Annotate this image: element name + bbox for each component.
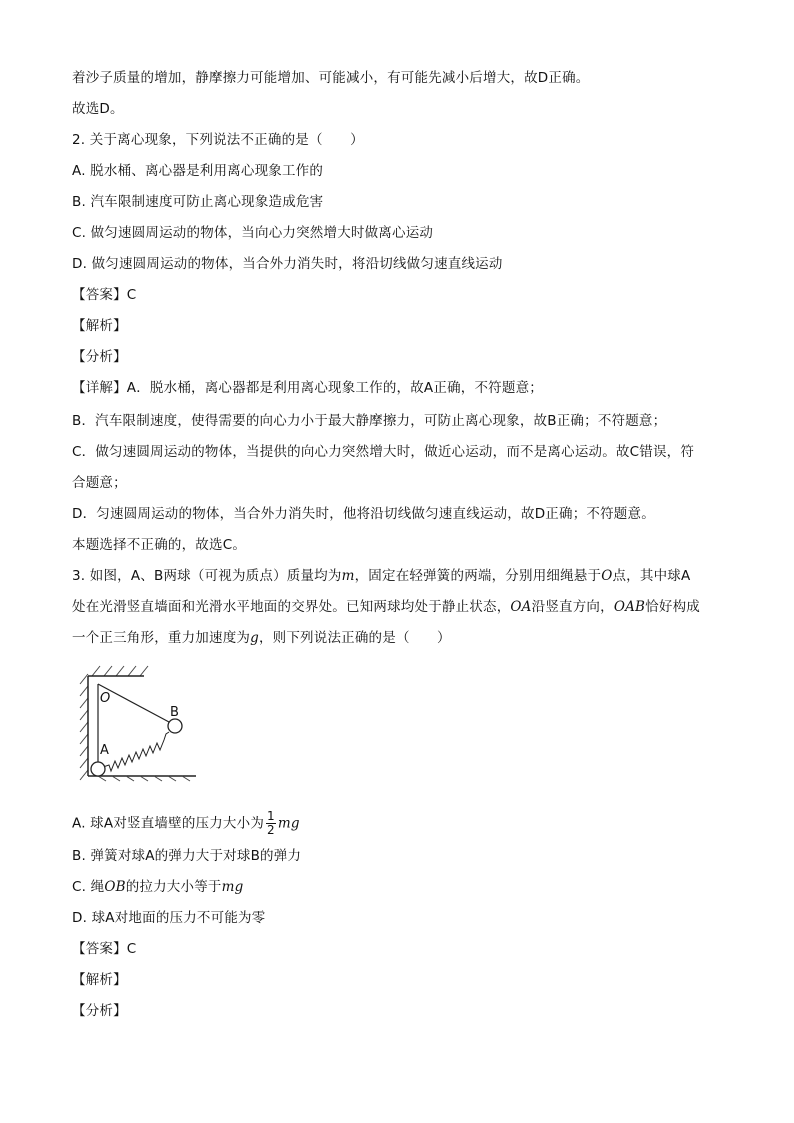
text-run: C. 绳 (72, 879, 105, 895)
question-3-option-c (72, 877, 732, 897)
question-2-option-a: A. 脱水桶、离心器是利用离心现象工作的 (72, 163, 324, 179)
question-3-stem-line2 (72, 597, 732, 617)
question-2-option-b: B. 汽车限制速度可防止离心现象造成危害 (72, 194, 324, 210)
text-line: 着沙子质量的增加，静摩擦力可能增加、可能减小，有可能先减小后增大，故D正确。 (72, 70, 590, 86)
text-line: 故选D。 (72, 101, 124, 117)
math-var: OAB (613, 599, 646, 615)
text-run: 的拉力大小等于 (125, 879, 222, 895)
text-run: 沿竖直方向， (531, 599, 614, 615)
label-o: O (100, 691, 111, 706)
question-2-detail-a: 【详解】A．脱水桶，离心器都是利用离心现象工作的，故A正确，不符题意； (72, 380, 543, 396)
fraction (266, 810, 276, 837)
question-2-fenxi-heading: 【分析】 (72, 349, 127, 365)
ceiling-hatch (92, 666, 148, 676)
question-2-detail-c-cont: 合题意； (72, 475, 127, 491)
math-var: m (341, 568, 355, 584)
question-3-jiexi-heading: 【解析】 (72, 972, 127, 988)
math-var: OA (510, 599, 532, 615)
label-a: A (100, 743, 109, 758)
text-run: 恰好构成 (645, 599, 700, 615)
question-2-conclusion: 本题选择不正确的，故选C。 (72, 537, 247, 553)
text-run: ，固定在轻弹簧的两端，分别用细绳悬于 (354, 568, 602, 584)
question-3-option-a (72, 810, 732, 837)
spring-ab (103, 732, 169, 771)
text-run: 3. 如图，A、B两球（可视为质点）质量均为 (72, 568, 342, 584)
question-2-option-d: D. 做匀速圆周运动的物体，当合外力消失时，将沿切线做匀速直线运动 (72, 256, 503, 272)
question-2-detail-d: D．匀速圆周运动的物体，当合外力消失时，他将沿切线做匀速直线运动，故D正确；不符题意。 (72, 506, 655, 522)
ball-b (168, 719, 182, 733)
text-run: 处在光滑竖直墙面和光滑水平地面的交界处。已知两球均处于静止状态， (72, 599, 511, 615)
question-3-stem-line1 (72, 566, 732, 586)
question-2-detail-b: B．汽车限制速度，使得需要的向心力小于最大静摩擦力，可防止离心现象，故B正确；不符题意； (72, 413, 667, 429)
question-3-answer: 【答案】C (72, 941, 137, 957)
text-run: A. 球A对竖直墙壁的压力大小为 (72, 815, 265, 832)
question-3-stem-line3 (72, 628, 732, 648)
text-run: ，则下列说法正确的是（ ） (258, 630, 451, 646)
question-2-option-c: C. 做匀速圆周运动的物体，当向心力突然增大时做离心运动 (72, 225, 434, 241)
question-2-detail-c: C．做匀速圆周运动的物体，当提供的向心力突然增大时，做近心运动，而不是离心运动。故C错误，符 (72, 444, 695, 460)
math-var: OB (104, 879, 126, 895)
question-2-answer: 【答案】C (72, 287, 137, 303)
question-2-stem: 2. 关于离心现象，下列说法不正确的是（ ） (72, 132, 364, 148)
question-3-fenxi-heading: 【分析】 (72, 1003, 127, 1019)
wall-hatch (80, 674, 88, 780)
math-var: mg (277, 815, 300, 832)
fraction-denominator: 2 (267, 823, 275, 837)
text-run: 一个正三角形，重力加速度为 (72, 630, 251, 646)
fraction-numerator: 1 (267, 809, 275, 823)
ball-a (91, 762, 105, 776)
math-var: g (250, 630, 259, 646)
question-2-jiexi-heading: 【解析】 (72, 318, 127, 334)
math-var: mg (221, 879, 244, 895)
question-3-figure (78, 664, 208, 782)
math-var: O (601, 568, 613, 584)
question-3-option-d: D. 球A对地面的压力不可能为零 (72, 910, 266, 926)
label-b: B (170, 705, 179, 720)
text-run: 点，其中球A (612, 568, 691, 584)
question-3-option-b: B. 弹簧对球A的弹力大于对球B的弹力 (72, 848, 302, 864)
